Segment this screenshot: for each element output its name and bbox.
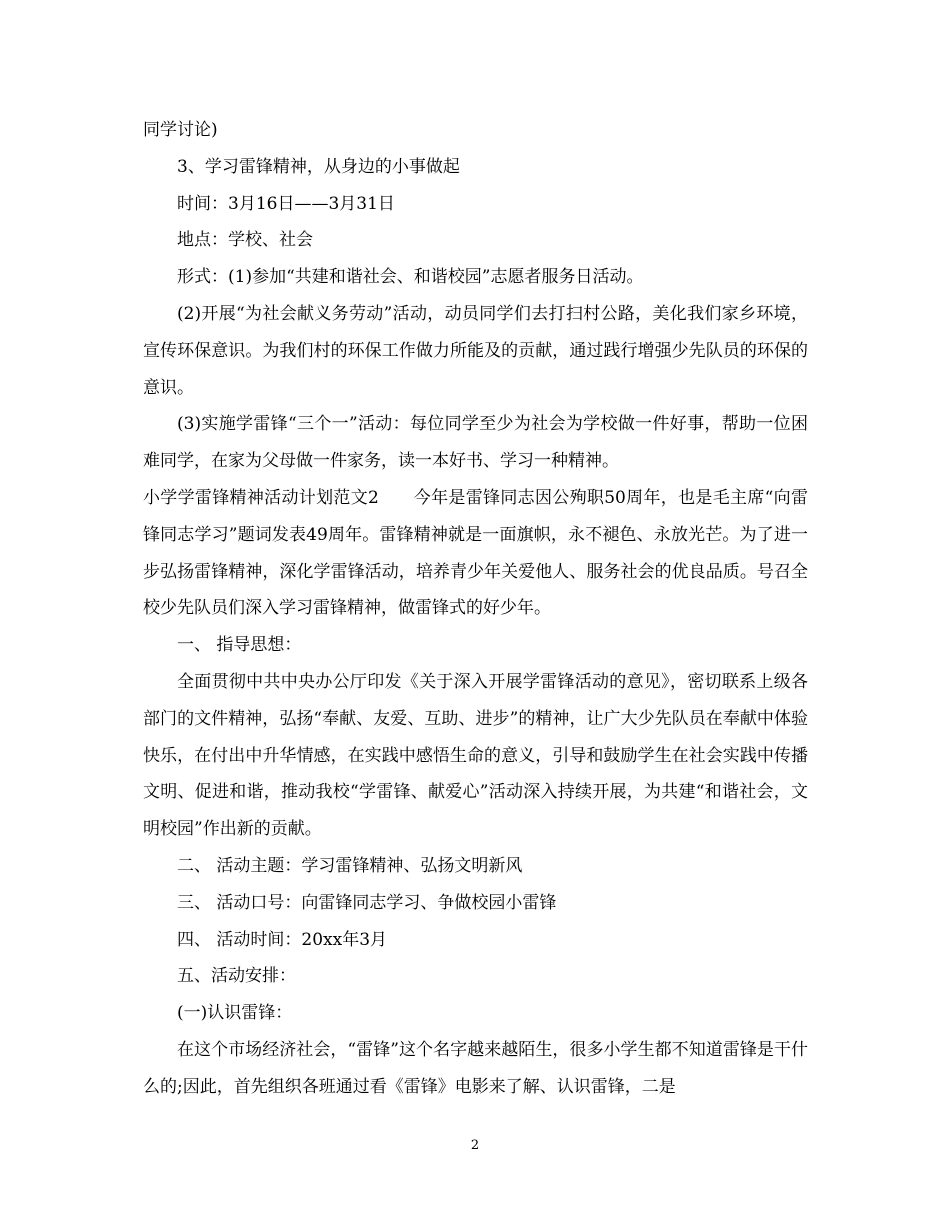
paragraph-location: 地点：学校、社会 [177, 230, 313, 251]
section-heading-slogan: 三、 活动口号：向雷锋同志学习、争做校园小雷锋 [177, 892, 557, 913]
paragraph-form-3: (3)实施学雷锋“三个一”活动：每位同学至少为社会为学校做一件好事，帮助一位困难同学，在家为父母做一件家务，读一本好书、学习一种精神。 [143, 414, 808, 472]
paragraph-continuation: 同学讨论) [143, 120, 218, 140]
paragraph-form-2: (2)开展“为社会献义务劳动”活动，动员同学们去打扫村公路，美化我们家乡环境，宣传环保意识。为我们村的环保工作做力所能及的贡献，通过践行增强少先队员的环保的意识。 [143, 303, 808, 398]
paragraph-item-3-heading: 3、学习雷锋精神，从身边的小事做起 [177, 156, 460, 177]
document-body [143, 112, 808, 1106]
paragraph-guiding-thought: 全面贯彻中共中央办公厅印发《关于深入开展学雷锋活动的意见》，密切联系上级各部门的文件精神，弘扬“奉献、友爱、互助、进步”的精神，让广大少先队员在奉献中体验快乐，在付出中升华情感，在实践中感悟生命的意义，引导和鼓励学生在社会实践中传播文明、促进和谐，推动我校“学雷锋、献爱心”活动深入持续开展，为共建“和谐社会，文明校园”作出新的贡献。 [143, 671, 808, 840]
paragraph-form-1: 形式：(1)参加“共建和谐社会、和谐校园”志愿者服务日活动。 [177, 267, 644, 288]
paragraph-time: 时间：3月16日——3月31日 [177, 193, 395, 214]
page-number: 2 [470, 1138, 480, 1153]
section-heading-theme: 二、 活动主题：学习雷锋精神、弘扬文明新风 [177, 855, 523, 876]
paragraph-plan-2-intro: 小学学雷锋精神活动计划范文2 今年是雷锋同志因公殉职50周年，也是毛主席“向雷锋同志学习”题词发表49周年。雷锋精神就是一面旗帜，永不褪色、永放光芒。为了进一步弘扬雷锋精神，深化学雷锋活动，培养青少年关爱他人、服务社会的优良品质。号召全校少先队员们深入学习雷锋精神，做雷锋式的好少年。 [143, 487, 808, 619]
paragraph-know-leifeng: 在这个市场经济社会，“雷锋”这个名字越来越陌生，很多小学生都不知道雷锋是干什么的;因此，首先组织各班通过看《雷锋》电影来了解、认识雷锋，二是 [143, 1039, 808, 1097]
subsection-heading-know-leifeng: (一)认识雷锋： [177, 1003, 293, 1024]
section-heading-guiding-thought: 一、 指导思想： [177, 635, 302, 656]
section-heading-arrangement: 五、活动安排： [177, 966, 296, 987]
section-heading-time: 四、 活动时间：20xx年3月 [177, 929, 388, 950]
